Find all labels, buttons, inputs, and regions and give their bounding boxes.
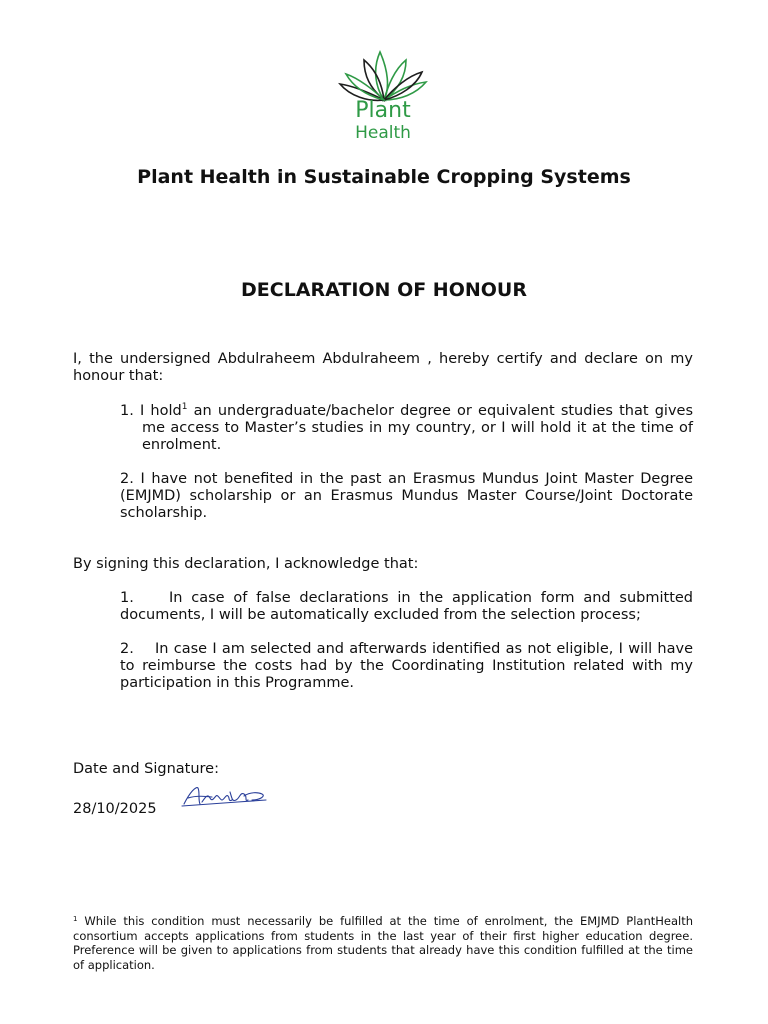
plant-health-logo bbox=[336, 48, 432, 148]
date-signature-label: Date and Signature: bbox=[73, 761, 219, 777]
acknowledgement-1-number: 1. bbox=[120, 590, 134, 606]
handwritten-signature bbox=[178, 782, 270, 812]
acknowledgement-2-number: 2. bbox=[120, 641, 134, 657]
logo-word-plant: Plant bbox=[355, 98, 411, 123]
acknowledgement-2 bbox=[120, 641, 693, 692]
statement-1-text-end: an undergraduate/bachelor degree or equivalent studies that gives me access to Master’s studies in my country, or I will hold it at the time of enrolment. bbox=[142, 403, 694, 453]
intro-paragraph: I, the undersigned Abdulraheem Abdulraheem , hereby certify and declare on my honour that: bbox=[73, 351, 693, 384]
signature-date: 28/10/2025 bbox=[73, 801, 157, 817]
logo-word-health: Health bbox=[355, 123, 411, 143]
footnote-reference: 1 bbox=[181, 402, 188, 412]
statement-1-text-start: I hold bbox=[140, 403, 182, 419]
acknowledgement-1-text: In case of false declarations in the application form and submitted documents, I will be automatically excluded from the selection process; bbox=[120, 590, 694, 623]
footnote bbox=[73, 914, 693, 972]
statement-2 bbox=[120, 471, 693, 522]
footnote-text: While this condition must necessarily be fulfilled at the time of enrolment, the EMJMD PlantHealth consortium accepts applications from students in the last year of their first higher education degree. Preference will be given to applications from students that already have this condition fulfilled at the time of application. bbox=[73, 914, 694, 972]
statement-1-number: 1. bbox=[120, 403, 134, 419]
statement-1 bbox=[120, 403, 693, 454]
page-title: Plant Health in Sustainable Cropping Systems bbox=[137, 166, 631, 188]
statement-2-number: 2. bbox=[120, 471, 134, 487]
footnote-mark: 1 bbox=[73, 915, 78, 923]
acknowledgement-2-text: In case I am selected and afterwards identified as not eligible, I will have to reimburse the costs had by the Coordinating Institution related with my participation in this Programme. bbox=[120, 641, 694, 691]
acknowledge-intro: By signing this declaration, I acknowledge that: bbox=[73, 556, 419, 572]
document-heading: DECLARATION OF HONOUR bbox=[241, 279, 527, 301]
leaf-fan-icon bbox=[336, 48, 432, 104]
acknowledgement-1 bbox=[120, 590, 693, 624]
statement-2-text: I have not benefited in the past an Erasmus Mundus Joint Master Degree (EMJMD) scholarship or an Erasmus Mundus Master Course/Joint Doctorate scholarship. bbox=[120, 471, 694, 521]
